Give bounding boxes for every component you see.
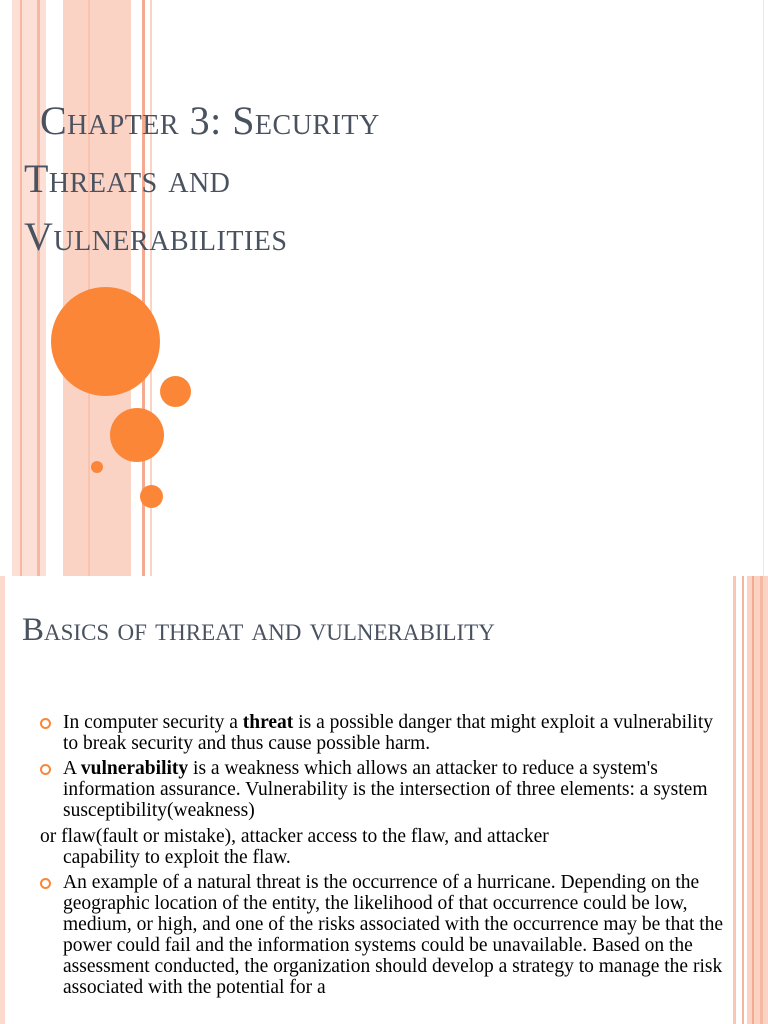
bullet-circle-icon [40,764,51,775]
bullet-continuation [40,826,730,868]
chapter-title-line-2: Threats and [24,156,231,201]
decorative-circle-tiny [91,461,103,473]
decorative-stripe [742,576,744,1024]
bullet-list [40,712,730,1002]
bullet-continuation-line: capability to exploit the flaw. [63,847,291,868]
bullet-continuation-line: or flaw(fault or mistake), attacker access to the flaw, and attacker [40,826,549,847]
decorative-circle-large [51,287,160,396]
slide-title: Basics of threat and vulnerability [22,612,495,648]
decorative-stripe [0,576,5,1024]
decorative-stripe [747,576,768,1024]
decorative-circle-medium [110,408,164,462]
slide-border [763,0,764,576]
decorative-stripe [37,0,40,576]
decorative-stripe [733,576,736,1024]
decorative-stripe [88,0,90,576]
bullet-text-pre: A [63,758,81,779]
decorative-stripe [12,0,46,576]
decorative-stripe [20,0,22,576]
content-slide [0,576,768,1024]
bullet-text-post: An example of a natural threat is the occurrence of a hurricane. Depending on the geographic location of the entity, the likelihood of that occurrence could be low, medium, or high, and one of the risks associated with the occurrence may be that the power could fail and the information systems could be unavailable. Based on the assessment conducted, the organization should develop a strategy to manage the risk associated with the potential for a [63,872,724,998]
chapter-title-line-3: Vulnerabilities [24,214,288,259]
bullet-circle-icon [40,718,51,729]
list-item [40,712,730,754]
decorative-stripe [752,576,754,1024]
bullet-text-post: is a weakness which allows an attacker to reduce a system's information assurance. Vulnerability is the intersection of three elements: a system susceptibility(weakness) [63,758,708,821]
chapter-title-line-1: Chapter 3: Security [40,98,380,143]
bullet-term: threat [242,712,294,733]
list-item [40,872,730,998]
bullet-circle-icon [40,878,51,889]
bullet-text-pre: In computer security a [63,712,243,733]
decorative-circle-small [160,376,191,407]
chapter-title [24,92,624,266]
decorative-stripe [760,576,763,1024]
list-item [40,758,730,868]
bullet-text-post: is a possible danger that might exploit a vulnerability to break security and thus cause possible harm. [63,712,714,754]
bullet-term: vulnerability [80,758,189,779]
decorative-circle-small [140,485,163,508]
